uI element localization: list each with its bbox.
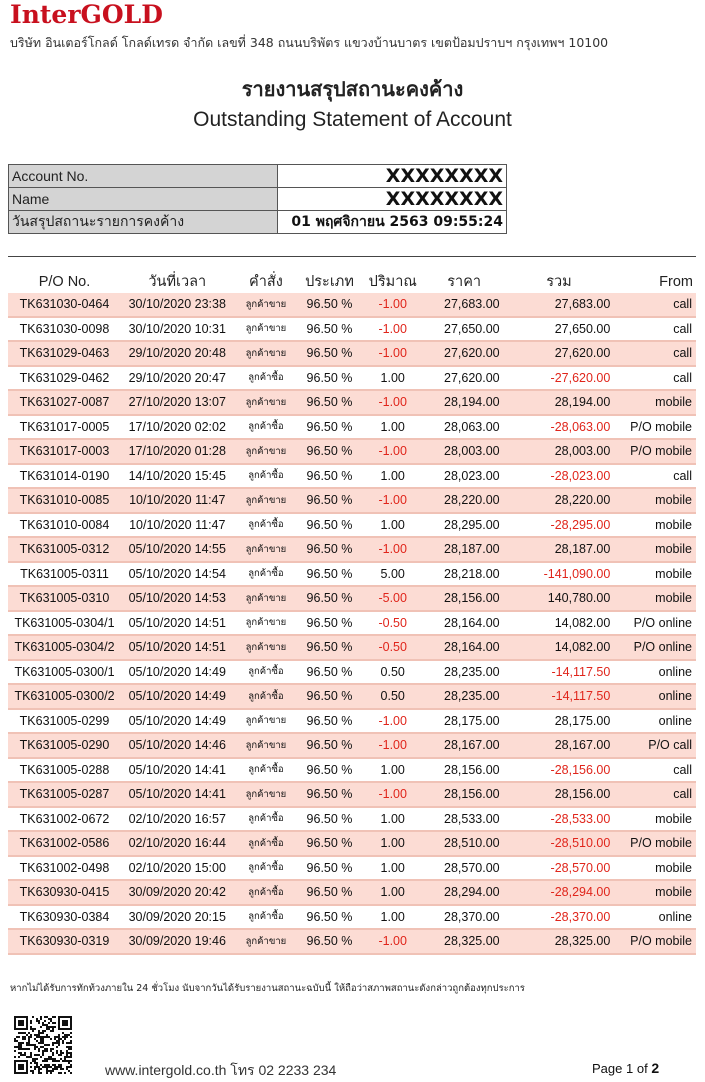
type-cell: 96.50 %	[298, 563, 360, 588]
datetime-cell: 17/10/2020 02:02	[121, 416, 234, 441]
quantity-cell: -0.50	[361, 636, 425, 661]
source-cell: mobile	[614, 881, 696, 906]
phone-number: โทร 02 2233 234	[230, 1062, 337, 1078]
col-total: รวม	[546, 274, 572, 290]
table-row	[8, 465, 696, 490]
po-number-cell: TK631030-0464	[8, 293, 121, 318]
type-cell: 96.50 %	[298, 318, 360, 343]
po-number-cell: TK631005-0288	[8, 759, 121, 784]
type-cell: 96.50 %	[298, 391, 360, 416]
table-row	[8, 734, 696, 759]
po-number-cell: TK631005-0304/1	[8, 612, 121, 637]
quantity-cell: -1.00	[361, 318, 425, 343]
total-cell: 28,187.00	[504, 538, 615, 563]
account-no-value: XXXXXXXX	[278, 165, 507, 188]
command-cell: ลูกค้าขาย	[234, 538, 299, 563]
po-number-cell: TK631010-0085	[8, 489, 121, 514]
type-cell: 96.50 %	[298, 857, 360, 882]
total-cell: 27,650.00	[504, 318, 615, 343]
total-cell: 14,082.00	[504, 636, 615, 661]
price-cell: 28,325.00	[425, 930, 504, 955]
command-cell: ลูกค้าขาย	[234, 489, 299, 514]
website-link[interactable]: www.intergold.co.th	[105, 1062, 227, 1078]
price-cell: 28,294.00	[425, 881, 504, 906]
report-title-thai: รายงานสรุปสถานะคงค้าง	[241, 77, 464, 101]
datetime-cell: 05/10/2020 14:55	[121, 538, 234, 563]
po-number-cell: TK631030-0098	[8, 318, 121, 343]
price-cell: 28,175.00	[425, 710, 504, 735]
po-number-cell: TK631027-0087	[8, 391, 121, 416]
source-cell: P/O mobile	[614, 440, 696, 465]
datetime-cell: 05/10/2020 14:49	[121, 685, 234, 710]
quantity-cell: -1.00	[361, 930, 425, 955]
type-cell: 96.50 %	[298, 832, 360, 857]
command-cell: ลูกค้าซื้อ	[234, 832, 299, 857]
type-cell: 96.50 %	[298, 710, 360, 735]
price-cell: 28,235.00	[425, 661, 504, 686]
datetime-cell: 02/10/2020 15:00	[121, 857, 234, 882]
quantity-cell: -1.00	[361, 783, 425, 808]
source-cell: mobile	[614, 489, 696, 514]
quantity-cell: 1.00	[361, 367, 425, 392]
datetime-cell: 30/09/2020 20:15	[121, 906, 234, 931]
price-cell: 27,650.00	[425, 318, 504, 343]
po-number-cell: TK631005-0300/2	[8, 685, 121, 710]
quantity-cell: -1.00	[361, 734, 425, 759]
datetime-cell: 05/10/2020 14:49	[121, 710, 234, 735]
table-row	[8, 342, 696, 367]
po-number-cell: TK630930-0319	[8, 930, 121, 955]
col-command: คำสั่ง	[249, 274, 283, 290]
page-total: 2	[651, 1060, 660, 1076]
command-cell: ลูกค้าซื้อ	[234, 759, 299, 784]
total-cell: -28,023.00	[504, 465, 615, 490]
table-row	[8, 293, 696, 318]
source-cell: P/O mobile	[614, 416, 696, 441]
datetime-cell: 30/09/2020 20:42	[121, 881, 234, 906]
type-cell: 96.50 %	[298, 367, 360, 392]
source-cell: online	[614, 710, 696, 735]
type-cell: 96.50 %	[298, 293, 360, 318]
name-label: Name	[9, 188, 278, 211]
datetime-cell: 02/10/2020 16:44	[121, 832, 234, 857]
total-cell: -28,294.00	[504, 881, 615, 906]
total-cell: -28,510.00	[504, 832, 615, 857]
po-number-cell: TK631005-0304/2	[8, 636, 121, 661]
total-cell: -28,570.00	[504, 857, 615, 882]
type-cell: 96.50 %	[298, 661, 360, 686]
page-label: Page	[592, 1061, 623, 1076]
source-cell: mobile	[614, 587, 696, 612]
source-cell: online	[614, 685, 696, 710]
quantity-cell: 1.00	[361, 832, 425, 857]
datetime-cell: 05/10/2020 14:41	[121, 783, 234, 808]
price-cell: 28,187.00	[425, 538, 504, 563]
table-row	[8, 367, 696, 392]
datetime-cell: 05/10/2020 14:46	[121, 734, 234, 759]
page-of: of	[636, 1061, 648, 1076]
total-cell: 28,003.00	[504, 440, 615, 465]
table-header-row	[8, 270, 696, 293]
page-current: 1	[626, 1061, 634, 1076]
command-cell: ลูกค้าขาย	[234, 734, 299, 759]
source-cell: call	[614, 342, 696, 367]
datetime-cell: 05/10/2020 14:51	[121, 612, 234, 637]
price-cell: 28,156.00	[425, 587, 504, 612]
quantity-cell: 1.00	[361, 808, 425, 833]
type-cell: 96.50 %	[298, 416, 360, 441]
datetime-cell: 29/10/2020 20:48	[121, 342, 234, 367]
quantity-cell: -1.00	[361, 293, 425, 318]
total-cell: 28,175.00	[504, 710, 615, 735]
type-cell: 96.50 %	[298, 489, 360, 514]
price-cell: 28,063.00	[425, 416, 504, 441]
price-cell: 27,683.00	[425, 293, 504, 318]
type-cell: 96.50 %	[298, 783, 360, 808]
source-cell: mobile	[614, 538, 696, 563]
total-cell: 28,156.00	[504, 783, 615, 808]
datetime-cell: 05/10/2020 14:41	[121, 759, 234, 784]
command-cell: ลูกค้าขาย	[234, 930, 299, 955]
command-cell: ลูกค้าขาย	[234, 440, 299, 465]
quantity-cell: -1.00	[361, 489, 425, 514]
source-cell: mobile	[614, 514, 696, 539]
price-cell: 28,003.00	[425, 440, 504, 465]
command-cell: ลูกค้าซื้อ	[234, 465, 299, 490]
total-cell: 28,194.00	[504, 391, 615, 416]
po-number-cell: TK631005-0290	[8, 734, 121, 759]
command-cell: ลูกค้าซื้อ	[234, 661, 299, 686]
po-number-cell: TK631005-0310	[8, 587, 121, 612]
price-cell: 28,370.00	[425, 906, 504, 931]
datetime-cell: 10/10/2020 11:47	[121, 514, 234, 539]
source-cell: call	[614, 759, 696, 784]
qr-code	[14, 1016, 72, 1074]
table-row	[8, 440, 696, 465]
source-cell: call	[614, 367, 696, 392]
command-cell: ลูกค้าขาย	[234, 391, 299, 416]
type-cell: 96.50 %	[298, 440, 360, 465]
total-cell: 28,220.00	[504, 489, 615, 514]
command-cell: ลูกค้าซื้อ	[234, 906, 299, 931]
po-number-cell: TK631002-0586	[8, 832, 121, 857]
source-cell: P/O online	[614, 612, 696, 637]
po-number-cell: TK631014-0190	[8, 465, 121, 490]
price-cell: 27,620.00	[425, 367, 504, 392]
table-row	[8, 612, 696, 637]
total-cell: -28,533.00	[504, 808, 615, 833]
command-cell: ลูกค้าซื้อ	[234, 367, 299, 392]
price-cell: 28,533.00	[425, 808, 504, 833]
po-number-cell: TK631002-0498	[8, 857, 121, 882]
table-row	[8, 661, 696, 686]
command-cell: ลูกค้าขาย	[234, 342, 299, 367]
po-number-cell: TK630930-0384	[8, 906, 121, 931]
price-cell: 27,620.00	[425, 342, 504, 367]
source-cell: P/O online	[614, 636, 696, 661]
type-cell: 96.50 %	[298, 538, 360, 563]
po-number-cell: TK631005-0312	[8, 538, 121, 563]
quantity-cell: -1.00	[361, 538, 425, 563]
statement-date-value: 01 พฤศจิกายน 2563 09:55:24	[278, 211, 507, 234]
table-row	[8, 759, 696, 784]
table-body	[8, 293, 696, 955]
account-no-label: Account No.	[9, 165, 278, 188]
table-row	[8, 832, 696, 857]
type-cell: 96.50 %	[298, 587, 360, 612]
po-number-cell: TK631010-0084	[8, 514, 121, 539]
total-cell: 28,167.00	[504, 734, 615, 759]
command-cell: ลูกค้าซื้อ	[234, 514, 299, 539]
po-number-cell: TK631017-0005	[8, 416, 121, 441]
col-from: From	[659, 273, 693, 290]
quantity-cell: 1.00	[361, 514, 425, 539]
total-cell: -28,063.00	[504, 416, 615, 441]
po-number-cell: TK631002-0672	[8, 808, 121, 833]
col-price: ราคา	[447, 274, 482, 290]
type-cell: 96.50 %	[298, 514, 360, 539]
table-row	[8, 538, 696, 563]
command-cell: ลูกค้าขาย	[234, 636, 299, 661]
command-cell: ลูกค้าซื้อ	[234, 685, 299, 710]
datetime-cell: 02/10/2020 16:57	[121, 808, 234, 833]
quantity-cell: -1.00	[361, 710, 425, 735]
source-cell: P/O mobile	[614, 832, 696, 857]
quantity-cell: 1.00	[361, 416, 425, 441]
type-cell: 96.50 %	[298, 636, 360, 661]
price-cell: 28,156.00	[425, 783, 504, 808]
command-cell: ลูกค้าซื้อ	[234, 563, 299, 588]
datetime-cell: 17/10/2020 01:28	[121, 440, 234, 465]
po-number-cell: TK631029-0462	[8, 367, 121, 392]
command-cell: ลูกค้าขาย	[234, 318, 299, 343]
price-cell: 28,194.00	[425, 391, 504, 416]
intergold-logo: InterGOLD	[10, 0, 163, 29]
source-cell: call	[614, 783, 696, 808]
command-cell: ลูกค้าขาย	[234, 587, 299, 612]
positions-table	[8, 270, 696, 955]
total-cell: -28,370.00	[504, 906, 615, 931]
col-quantity: ปริมาณ	[368, 274, 417, 290]
table-row	[8, 881, 696, 906]
po-number-cell: TK631029-0463	[8, 342, 121, 367]
command-cell: ลูกค้าซื้อ	[234, 808, 299, 833]
total-cell: -14,117.50	[504, 661, 615, 686]
page-indicator	[592, 1060, 659, 1076]
type-cell: 96.50 %	[298, 342, 360, 367]
quantity-cell: 1.00	[361, 906, 425, 931]
po-number-cell: TK631005-0311	[8, 563, 121, 588]
total-cell: -27,620.00	[504, 367, 615, 392]
contact-line	[105, 1060, 336, 1082]
account-info-table	[8, 164, 507, 234]
disclaimer-note: หากไม่ได้รับการทักท้วงภายใน 24 ชั่วโมง นับจากวันได้รับรายงานสถานะฉบับนี้ ให้ถือว่าสภาพสถานะดังกล่าวถูกต้องทุกประการ	[10, 983, 525, 994]
price-cell: 28,164.00	[425, 636, 504, 661]
quantity-cell: -0.50	[361, 612, 425, 637]
name-value: XXXXXXXX	[278, 188, 507, 211]
quantity-cell: -1.00	[361, 342, 425, 367]
total-cell: -141,090.00	[504, 563, 615, 588]
datetime-cell: 30/10/2020 10:31	[121, 318, 234, 343]
type-cell: 96.50 %	[298, 881, 360, 906]
col-datetime: วันที่เวลา	[148, 274, 207, 290]
command-cell: ลูกค้าขาย	[234, 612, 299, 637]
col-type: ประเภท	[305, 274, 354, 290]
type-cell: 96.50 %	[298, 685, 360, 710]
table-row	[8, 489, 696, 514]
source-cell: call	[614, 318, 696, 343]
po-number-cell: TK631005-0300/1	[8, 661, 121, 686]
quantity-cell: -1.00	[361, 391, 425, 416]
table-row	[8, 318, 696, 343]
price-cell: 28,023.00	[425, 465, 504, 490]
type-cell: 96.50 %	[298, 906, 360, 931]
datetime-cell: 27/10/2020 13:07	[121, 391, 234, 416]
total-cell: -14,117.50	[504, 685, 615, 710]
company-address: บริษัท อินเตอร์โกลด์ โกลด์เทรด จำกัด เลขที่ 348 ถนนบริพัตร แขวงบ้านบาตร เขตป้อมปราบฯ กรุงเทพฯ 10100	[10, 35, 609, 50]
table-row	[8, 587, 696, 612]
source-cell: mobile	[614, 391, 696, 416]
po-number-cell: TK631005-0299	[8, 710, 121, 735]
source-cell: P/O mobile	[614, 930, 696, 955]
quantity-cell: -1.00	[361, 440, 425, 465]
command-cell: ลูกค้าขาย	[234, 783, 299, 808]
price-cell: 28,510.00	[425, 832, 504, 857]
price-cell: 28,164.00	[425, 612, 504, 637]
po-number-cell: TK631017-0003	[8, 440, 121, 465]
datetime-cell: 10/10/2020 11:47	[121, 489, 234, 514]
command-cell: ลูกค้าขาย	[234, 293, 299, 318]
name-row	[9, 188, 507, 211]
col-po-no: P/O No.	[38, 273, 91, 290]
price-cell: 28,570.00	[425, 857, 504, 882]
price-cell: 28,295.00	[425, 514, 504, 539]
quantity-cell: 1.00	[361, 465, 425, 490]
price-cell: 28,167.00	[425, 734, 504, 759]
source-cell: online	[614, 906, 696, 931]
type-cell: 96.50 %	[298, 759, 360, 784]
table-row	[8, 930, 696, 955]
table-row	[8, 857, 696, 882]
total-cell: -28,295.00	[504, 514, 615, 539]
source-cell: P/O call	[614, 734, 696, 759]
type-cell: 96.50 %	[298, 465, 360, 490]
report-title-english: Outstanding Statement of Account	[193, 108, 512, 131]
datetime-cell: 30/10/2020 23:38	[121, 293, 234, 318]
type-cell: 96.50 %	[298, 612, 360, 637]
quantity-cell: 0.50	[361, 661, 425, 686]
table-row	[8, 391, 696, 416]
table-row	[8, 416, 696, 441]
price-cell: 28,235.00	[425, 685, 504, 710]
table-row	[8, 636, 696, 661]
datetime-cell: 05/10/2020 14:54	[121, 563, 234, 588]
command-cell: ลูกค้าซื้อ	[234, 881, 299, 906]
quantity-cell: 1.00	[361, 759, 425, 784]
quantity-cell: -5.00	[361, 587, 425, 612]
source-cell: online	[614, 661, 696, 686]
type-cell: 96.50 %	[298, 930, 360, 955]
price-cell: 28,156.00	[425, 759, 504, 784]
datetime-cell: 05/10/2020 14:51	[121, 636, 234, 661]
table-row	[8, 906, 696, 931]
datetime-cell: 30/09/2020 19:46	[121, 930, 234, 955]
price-cell: 28,218.00	[425, 563, 504, 588]
source-cell: mobile	[614, 857, 696, 882]
po-number-cell: TK631005-0287	[8, 783, 121, 808]
command-cell: ลูกค้าขาย	[234, 710, 299, 735]
statement-date-row	[9, 211, 507, 234]
total-cell: 14,082.00	[504, 612, 615, 637]
type-cell: 96.50 %	[298, 734, 360, 759]
source-cell: mobile	[614, 563, 696, 588]
total-cell: -28,156.00	[504, 759, 615, 784]
price-cell: 28,220.00	[425, 489, 504, 514]
total-cell: 140,780.00	[504, 587, 615, 612]
datetime-cell: 29/10/2020 20:47	[121, 367, 234, 392]
datetime-cell: 14/10/2020 15:45	[121, 465, 234, 490]
po-number-cell: TK630930-0415	[8, 881, 121, 906]
quantity-cell: 0.50	[361, 685, 425, 710]
table-row	[8, 710, 696, 735]
source-cell: call	[614, 465, 696, 490]
table-row	[8, 514, 696, 539]
table-row	[8, 563, 696, 588]
command-cell: ลูกค้าซื้อ	[234, 416, 299, 441]
type-cell: 96.50 %	[298, 808, 360, 833]
table-row	[8, 783, 696, 808]
quantity-cell: 1.00	[361, 881, 425, 906]
source-cell: mobile	[614, 808, 696, 833]
quantity-cell: 1.00	[361, 857, 425, 882]
account-no-row	[9, 165, 507, 188]
statement-date-label: วันสรุปสถานะรายการคงค้าง	[9, 211, 278, 234]
total-cell: 28,325.00	[504, 930, 615, 955]
total-cell: 27,683.00	[504, 293, 615, 318]
table-row	[8, 808, 696, 833]
divider	[8, 256, 696, 257]
command-cell: ลูกค้าซื้อ	[234, 857, 299, 882]
table-row	[8, 685, 696, 710]
total-cell: 27,620.00	[504, 342, 615, 367]
source-cell: call	[614, 293, 696, 318]
datetime-cell: 05/10/2020 14:49	[121, 661, 234, 686]
quantity-cell: 5.00	[361, 563, 425, 588]
datetime-cell: 05/10/2020 14:53	[121, 587, 234, 612]
